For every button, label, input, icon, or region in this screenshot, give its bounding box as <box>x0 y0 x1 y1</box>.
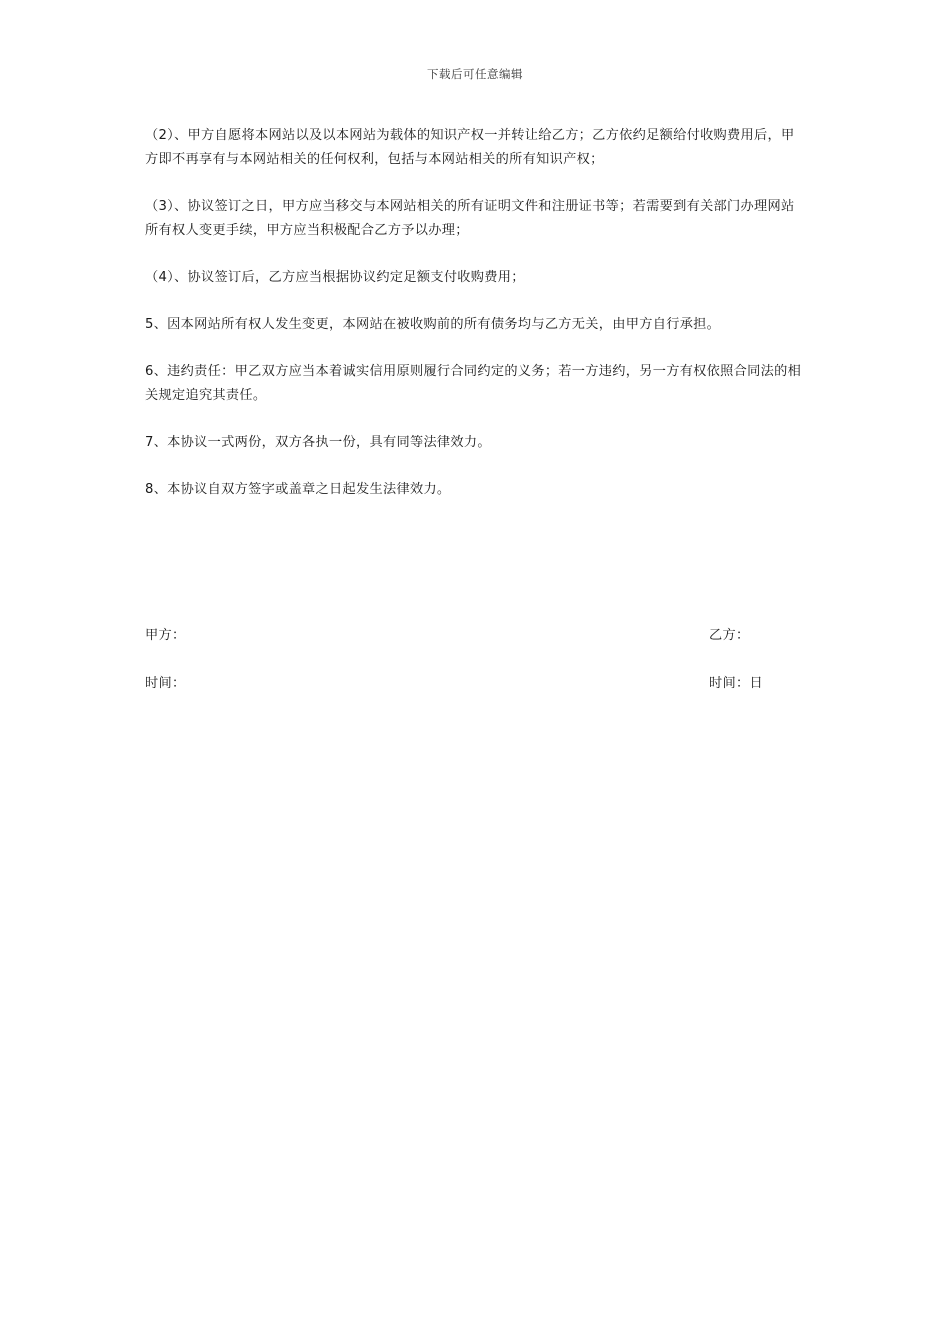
clause-4: （4）、协议签订后，乙方应当根据协议约定足额支付收购费用； <box>145 270 525 285</box>
clause-8: 8、本协议自双方签字或盖章之日起发生法律效力。 <box>145 482 451 497</box>
party-b-label: 乙方： <box>709 628 750 643</box>
clause-6: 6、违约责任：甲乙双方应当本着诚实信用原则履行合同约定的义务；若一方违约，另一方有权依照合同法的相关规定追究其责任。 <box>145 364 802 403</box>
clause-5: 5、因本网站所有权人发生变更，本网站在被收购前的所有债务均与乙方无关，由甲方自行承担。 <box>145 317 721 332</box>
party-a-label: 甲方： <box>145 628 186 643</box>
agreement-body <box>145 124 805 525</box>
clause-3: （3）、协议签订之日，甲方应当移交与本网站相关的所有证明文件和注册证书等；若需要到有关部门办理网站所有权人变更手续，甲方应当积极配合乙方予以办理； <box>145 199 795 238</box>
clause-7: 7、本协议一式两份，双方各执一份，具有同等法律效力。 <box>145 435 491 450</box>
time-b-label: 时间：日 <box>709 676 763 691</box>
time-a-label: 时间： <box>145 676 186 691</box>
page-header: 下载后可任意编辑 <box>427 67 523 81</box>
clause-2: （2）、甲方自愿将本网站以及以本网站为载体的知识产权一并转让给乙方；乙方依约足额给付收购费用后，甲方即不再享有与本网站相关的任何权利，包括与本网站相关的所有知识产权； <box>145 128 795 167</box>
